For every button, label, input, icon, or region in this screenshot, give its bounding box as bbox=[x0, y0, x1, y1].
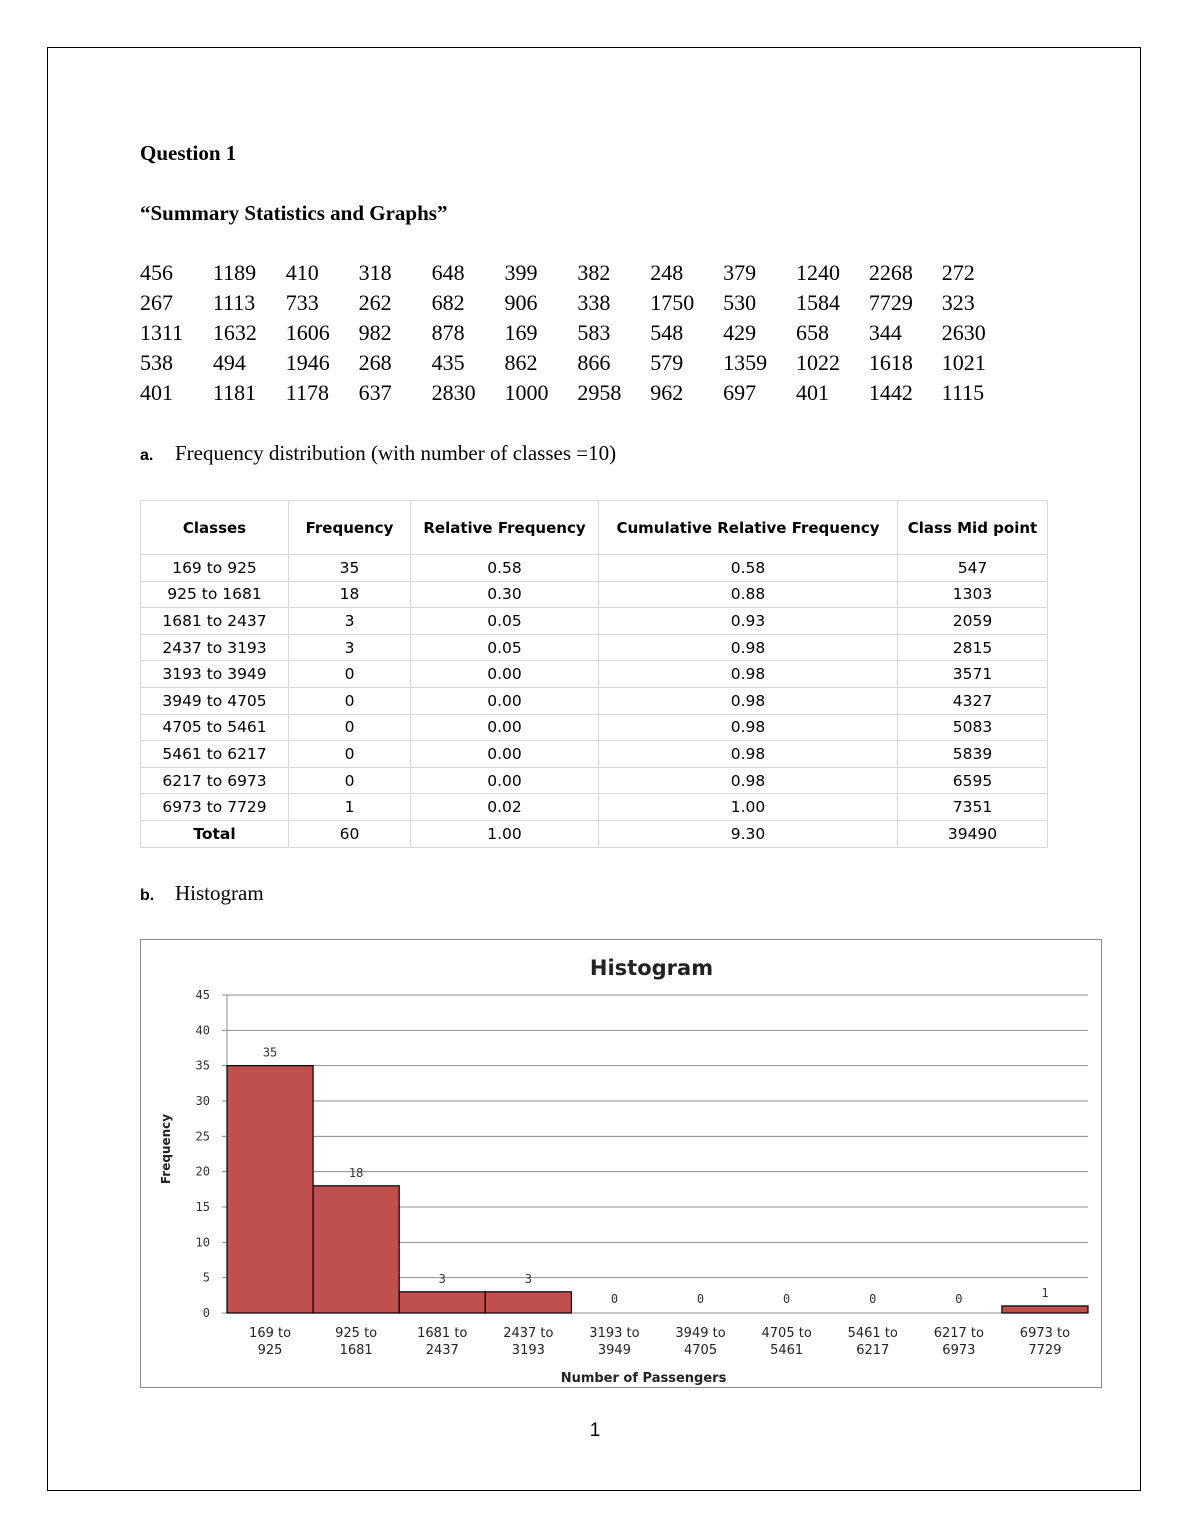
table-cell: 18 bbox=[289, 581, 411, 608]
section-subtitle: “Summary Statistics and Graphs” bbox=[140, 201, 448, 225]
raw-data-cell: 429 bbox=[723, 320, 757, 345]
table-cell: 1.00 bbox=[599, 794, 898, 821]
table-cell: 6973 to 7729 bbox=[141, 794, 289, 821]
table-cell: 7351 bbox=[898, 794, 1048, 821]
x-tick-label-line2: 1681 bbox=[339, 1343, 373, 1358]
table-cell: 1303 bbox=[898, 581, 1048, 608]
raw-data-cell: 733 bbox=[285, 290, 319, 315]
raw-data-cell: 1021 bbox=[941, 350, 986, 375]
table-cell: 0.02 bbox=[411, 794, 599, 821]
x-tick-label-line2: 4705 bbox=[684, 1343, 718, 1358]
chart-title: Histogram bbox=[589, 956, 714, 980]
table-cell: 3 bbox=[289, 608, 411, 635]
raw-data-cell: 579 bbox=[650, 350, 684, 375]
histogram-bar bbox=[227, 1066, 313, 1313]
raw-data-row bbox=[140, 288, 1015, 318]
x-tick-label-line1: 5461 to bbox=[847, 1326, 898, 1341]
table-cell: 0.98 bbox=[599, 767, 898, 794]
data-label: 0 bbox=[869, 1292, 877, 1306]
raw-data-cell: 1946 bbox=[285, 350, 330, 375]
raw-data-cell: 248 bbox=[650, 260, 684, 285]
x-tick-label-line2: 925 bbox=[257, 1343, 283, 1358]
table-cell: 925 to 1681 bbox=[141, 581, 289, 608]
raw-data-cell: 7729 bbox=[868, 290, 913, 315]
histogram-svg bbox=[141, 940, 1103, 1389]
raw-data-cell: 401 bbox=[796, 380, 830, 405]
table-row bbox=[141, 714, 1048, 741]
x-tick-label-line2: 3193 bbox=[511, 1343, 545, 1358]
raw-data-cell: 1632 bbox=[212, 320, 257, 345]
raw-data-cell: 2630 bbox=[941, 320, 986, 345]
data-label: 18 bbox=[348, 1165, 364, 1180]
raw-data-cell: 169 bbox=[504, 320, 538, 345]
table-row bbox=[141, 661, 1048, 688]
raw-data-row bbox=[140, 378, 1015, 408]
raw-data-cell: 338 bbox=[577, 290, 611, 315]
raw-data-cell: 1178 bbox=[285, 380, 329, 405]
y-tick-label: 25 bbox=[195, 1129, 210, 1144]
table-row bbox=[141, 555, 1048, 582]
x-tick-label-line2: 2437 bbox=[425, 1343, 459, 1358]
raw-data-cell: 344 bbox=[868, 320, 902, 345]
data-label: 0 bbox=[955, 1292, 963, 1306]
raw-data-cell: 1115 bbox=[941, 380, 985, 405]
table-header-cell: Classes bbox=[141, 501, 289, 555]
table-row bbox=[141, 767, 1048, 794]
raw-data-cell: 1606 bbox=[285, 320, 330, 345]
section-a-text: Frequency distribution (with number of classes =10) bbox=[175, 441, 617, 465]
raw-data-cell: 530 bbox=[723, 290, 757, 315]
histogram-chart bbox=[140, 939, 1102, 1388]
y-tick-label: 35 bbox=[195, 1058, 210, 1073]
question-title: Question 1 bbox=[140, 141, 237, 165]
table-row bbox=[141, 741, 1048, 768]
raw-data-cell: 658 bbox=[796, 320, 830, 345]
y-tick-label: 30 bbox=[195, 1094, 210, 1108]
y-tick-label: 5 bbox=[202, 1270, 210, 1285]
raw-data-cell: 272 bbox=[941, 260, 975, 285]
histogram-bar bbox=[1002, 1306, 1088, 1313]
table-cell: 5083 bbox=[898, 714, 1048, 741]
raw-data-cell: 494 bbox=[212, 350, 246, 375]
table-row bbox=[141, 820, 1048, 847]
raw-data-cell: 399 bbox=[504, 260, 538, 285]
data-label: 0 bbox=[696, 1292, 705, 1306]
section-b-text: Histogram bbox=[175, 881, 264, 905]
raw-data-cell: 1584 bbox=[796, 290, 841, 315]
data-label: 0 bbox=[610, 1292, 619, 1306]
table-row bbox=[141, 794, 1048, 821]
y-tick-label: 20 bbox=[195, 1164, 210, 1179]
table-cell: 1681 to 2437 bbox=[141, 608, 289, 635]
table-cell: 0 bbox=[289, 714, 411, 741]
y-tick-label: 40 bbox=[195, 1023, 210, 1038]
raw-data-cell: 648 bbox=[431, 260, 465, 285]
raw-data-cell: 538 bbox=[140, 350, 173, 375]
table-cell: Total bbox=[141, 820, 289, 847]
raw-data-cell: 682 bbox=[431, 290, 465, 315]
table-cell: 0.30 bbox=[411, 581, 599, 608]
raw-data-cell: 2268 bbox=[868, 260, 913, 285]
table-cell: 547 bbox=[898, 555, 1048, 582]
raw-data-cell: 1750 bbox=[650, 290, 695, 315]
raw-data-cell: 878 bbox=[431, 320, 465, 345]
table-cell: 0.00 bbox=[411, 767, 599, 794]
x-tick-label-line2: 6973 bbox=[942, 1343, 976, 1358]
y-tick-label: 10 bbox=[195, 1235, 210, 1250]
data-label: 1 bbox=[1041, 1285, 1049, 1300]
y-tick-label: 15 bbox=[195, 1200, 210, 1214]
table-cell: 0 bbox=[289, 687, 411, 714]
histogram-bar bbox=[313, 1186, 399, 1313]
raw-data-cell: 862 bbox=[504, 350, 538, 375]
table-cell: 5839 bbox=[898, 741, 1048, 768]
raw-data-cell: 323 bbox=[941, 290, 975, 315]
table-cell: 0.98 bbox=[599, 634, 898, 661]
page-number: 1 bbox=[589, 1420, 601, 1441]
x-tick-label-line1: 1681 to bbox=[417, 1326, 468, 1341]
table-cell: 0 bbox=[289, 767, 411, 794]
raw-data-cell: 697 bbox=[723, 380, 757, 405]
table-cell: 39490 bbox=[898, 820, 1048, 847]
raw-data-cell: 866 bbox=[577, 350, 611, 375]
y-axis-title: Frequency bbox=[159, 1113, 173, 1185]
raw-data-row bbox=[140, 348, 1015, 378]
x-tick-label-line2: 5461 bbox=[770, 1343, 804, 1358]
raw-data-cell: 2958 bbox=[577, 380, 622, 405]
data-label: 0 bbox=[783, 1292, 791, 1306]
raw-data-cell: 1359 bbox=[723, 350, 768, 375]
x-tick-label-line1: 4705 to bbox=[761, 1326, 812, 1341]
table-cell: 0 bbox=[289, 661, 411, 688]
raw-data-cell: 1022 bbox=[796, 350, 841, 375]
raw-data-cell: 379 bbox=[723, 260, 757, 285]
section-a-label bbox=[140, 441, 616, 466]
raw-data-cell: 1189 bbox=[212, 260, 257, 285]
table-cell: 169 to 925 bbox=[141, 555, 289, 582]
data-label: 3 bbox=[524, 1271, 532, 1286]
table-cell: 2437 to 3193 bbox=[141, 634, 289, 661]
raw-data-cell: 267 bbox=[140, 290, 173, 315]
raw-data-cell: 435 bbox=[431, 350, 465, 375]
table-cell: 0.58 bbox=[599, 555, 898, 582]
table-cell: 9.30 bbox=[599, 820, 898, 847]
raw-data-cell: 1240 bbox=[796, 260, 841, 285]
histogram-bar bbox=[399, 1292, 485, 1313]
table-header-cell: Frequency bbox=[289, 501, 411, 555]
table-row bbox=[141, 581, 1048, 608]
table-cell: 6595 bbox=[898, 767, 1048, 794]
table-cell: 0 bbox=[289, 741, 411, 768]
table-header-cell: Relative Frequency bbox=[411, 501, 599, 555]
raw-data-cell: 1311 bbox=[140, 320, 184, 345]
raw-data-cell: 962 bbox=[650, 380, 684, 405]
raw-data-cell: 906 bbox=[504, 290, 538, 315]
raw-data-cell: 1442 bbox=[868, 380, 913, 405]
raw-data-cell: 1000 bbox=[504, 380, 549, 405]
table-cell: 0.00 bbox=[411, 741, 599, 768]
x-tick-label-line1: 925 to bbox=[335, 1326, 378, 1341]
table-cell: 0.00 bbox=[411, 714, 599, 741]
table-header-row bbox=[141, 501, 1048, 555]
table-row bbox=[141, 634, 1048, 661]
table-cell: 3193 to 3949 bbox=[141, 661, 289, 688]
raw-data-cell: 637 bbox=[358, 380, 392, 405]
section-b-label bbox=[140, 881, 264, 906]
raw-data-row bbox=[140, 318, 1015, 348]
table-cell: 6217 to 6973 bbox=[141, 767, 289, 794]
table-cell: 35 bbox=[289, 555, 411, 582]
raw-data-cell: 548 bbox=[650, 320, 684, 345]
table-cell: 5461 to 6217 bbox=[141, 741, 289, 768]
x-tick-label-line2: 3949 bbox=[597, 1343, 631, 1358]
table-cell: 0.98 bbox=[599, 741, 898, 768]
frequency-table bbox=[140, 500, 1048, 848]
x-tick-label-line1: 3949 to bbox=[675, 1326, 726, 1341]
raw-data-cell: 1113 bbox=[212, 290, 256, 315]
raw-data-cell: 982 bbox=[358, 320, 392, 345]
table-cell: 2815 bbox=[898, 634, 1048, 661]
x-tick-label-line1: 6973 to bbox=[1019, 1326, 1071, 1341]
y-tick-label: 45 bbox=[195, 988, 210, 1002]
x-tick-label-line1: 3193 to bbox=[589, 1326, 640, 1341]
raw-data-cell: 1618 bbox=[868, 350, 913, 375]
raw-data-cell: 262 bbox=[358, 290, 392, 315]
histogram-bar bbox=[485, 1292, 571, 1313]
raw-data-cell: 410 bbox=[285, 260, 319, 285]
x-axis-title: Number of Passengers bbox=[560, 1371, 727, 1386]
table-cell: 60 bbox=[289, 820, 411, 847]
x-tick-label-line1: 6217 to bbox=[933, 1326, 984, 1341]
y-tick-label: 0 bbox=[202, 1306, 210, 1320]
table-cell: 0.93 bbox=[599, 608, 898, 635]
section-b-letter: b. bbox=[140, 887, 155, 904]
table-cell: 1 bbox=[289, 794, 411, 821]
raw-data-cell: 382 bbox=[577, 260, 611, 285]
table-cell: 4327 bbox=[898, 687, 1048, 714]
x-tick-label-line2: 7729 bbox=[1028, 1343, 1062, 1358]
x-tick-label-line1: 169 to bbox=[249, 1326, 292, 1341]
data-label: 35 bbox=[262, 1045, 278, 1060]
x-tick-label-line1: 2437 to bbox=[503, 1326, 554, 1341]
table-cell: 0.58 bbox=[411, 555, 599, 582]
table-cell: 0.05 bbox=[411, 634, 599, 661]
raw-data-cell: 1181 bbox=[212, 380, 257, 405]
section-a-letter: a. bbox=[140, 447, 154, 464]
raw-data-cell: 456 bbox=[140, 260, 173, 285]
table-cell: 0.98 bbox=[599, 661, 898, 688]
table-cell: 1.00 bbox=[411, 820, 599, 847]
table-cell: 3571 bbox=[898, 661, 1048, 688]
table-cell: 2059 bbox=[898, 608, 1048, 635]
table-cell: 4705 to 5461 bbox=[141, 714, 289, 741]
raw-data-row bbox=[140, 258, 1015, 288]
table-cell: 3949 to 4705 bbox=[141, 687, 289, 714]
table-cell: 0.05 bbox=[411, 608, 599, 635]
raw-data-cell: 318 bbox=[358, 260, 392, 285]
raw-data-grid bbox=[140, 258, 1015, 408]
table-header-cell: Cumulative Relative Frequency bbox=[599, 501, 898, 555]
table-cell: 0.88 bbox=[599, 581, 898, 608]
raw-data-cell: 2830 bbox=[431, 380, 476, 405]
table-cell: 0.00 bbox=[411, 661, 599, 688]
table-cell: 0.00 bbox=[411, 687, 599, 714]
table-cell: 0.98 bbox=[599, 714, 898, 741]
table-body bbox=[141, 555, 1048, 848]
table-cell: 0.98 bbox=[599, 687, 898, 714]
data-label: 3 bbox=[438, 1271, 446, 1286]
raw-data-cell: 401 bbox=[140, 380, 173, 405]
table-header-cell: Class Mid point bbox=[898, 501, 1048, 555]
table-row bbox=[141, 687, 1048, 714]
raw-data-cell: 268 bbox=[358, 350, 392, 375]
table-cell: 3 bbox=[289, 634, 411, 661]
x-tick-label-line2: 6217 bbox=[856, 1343, 890, 1358]
raw-data-cell: 583 bbox=[577, 320, 611, 345]
table-row bbox=[141, 608, 1048, 635]
